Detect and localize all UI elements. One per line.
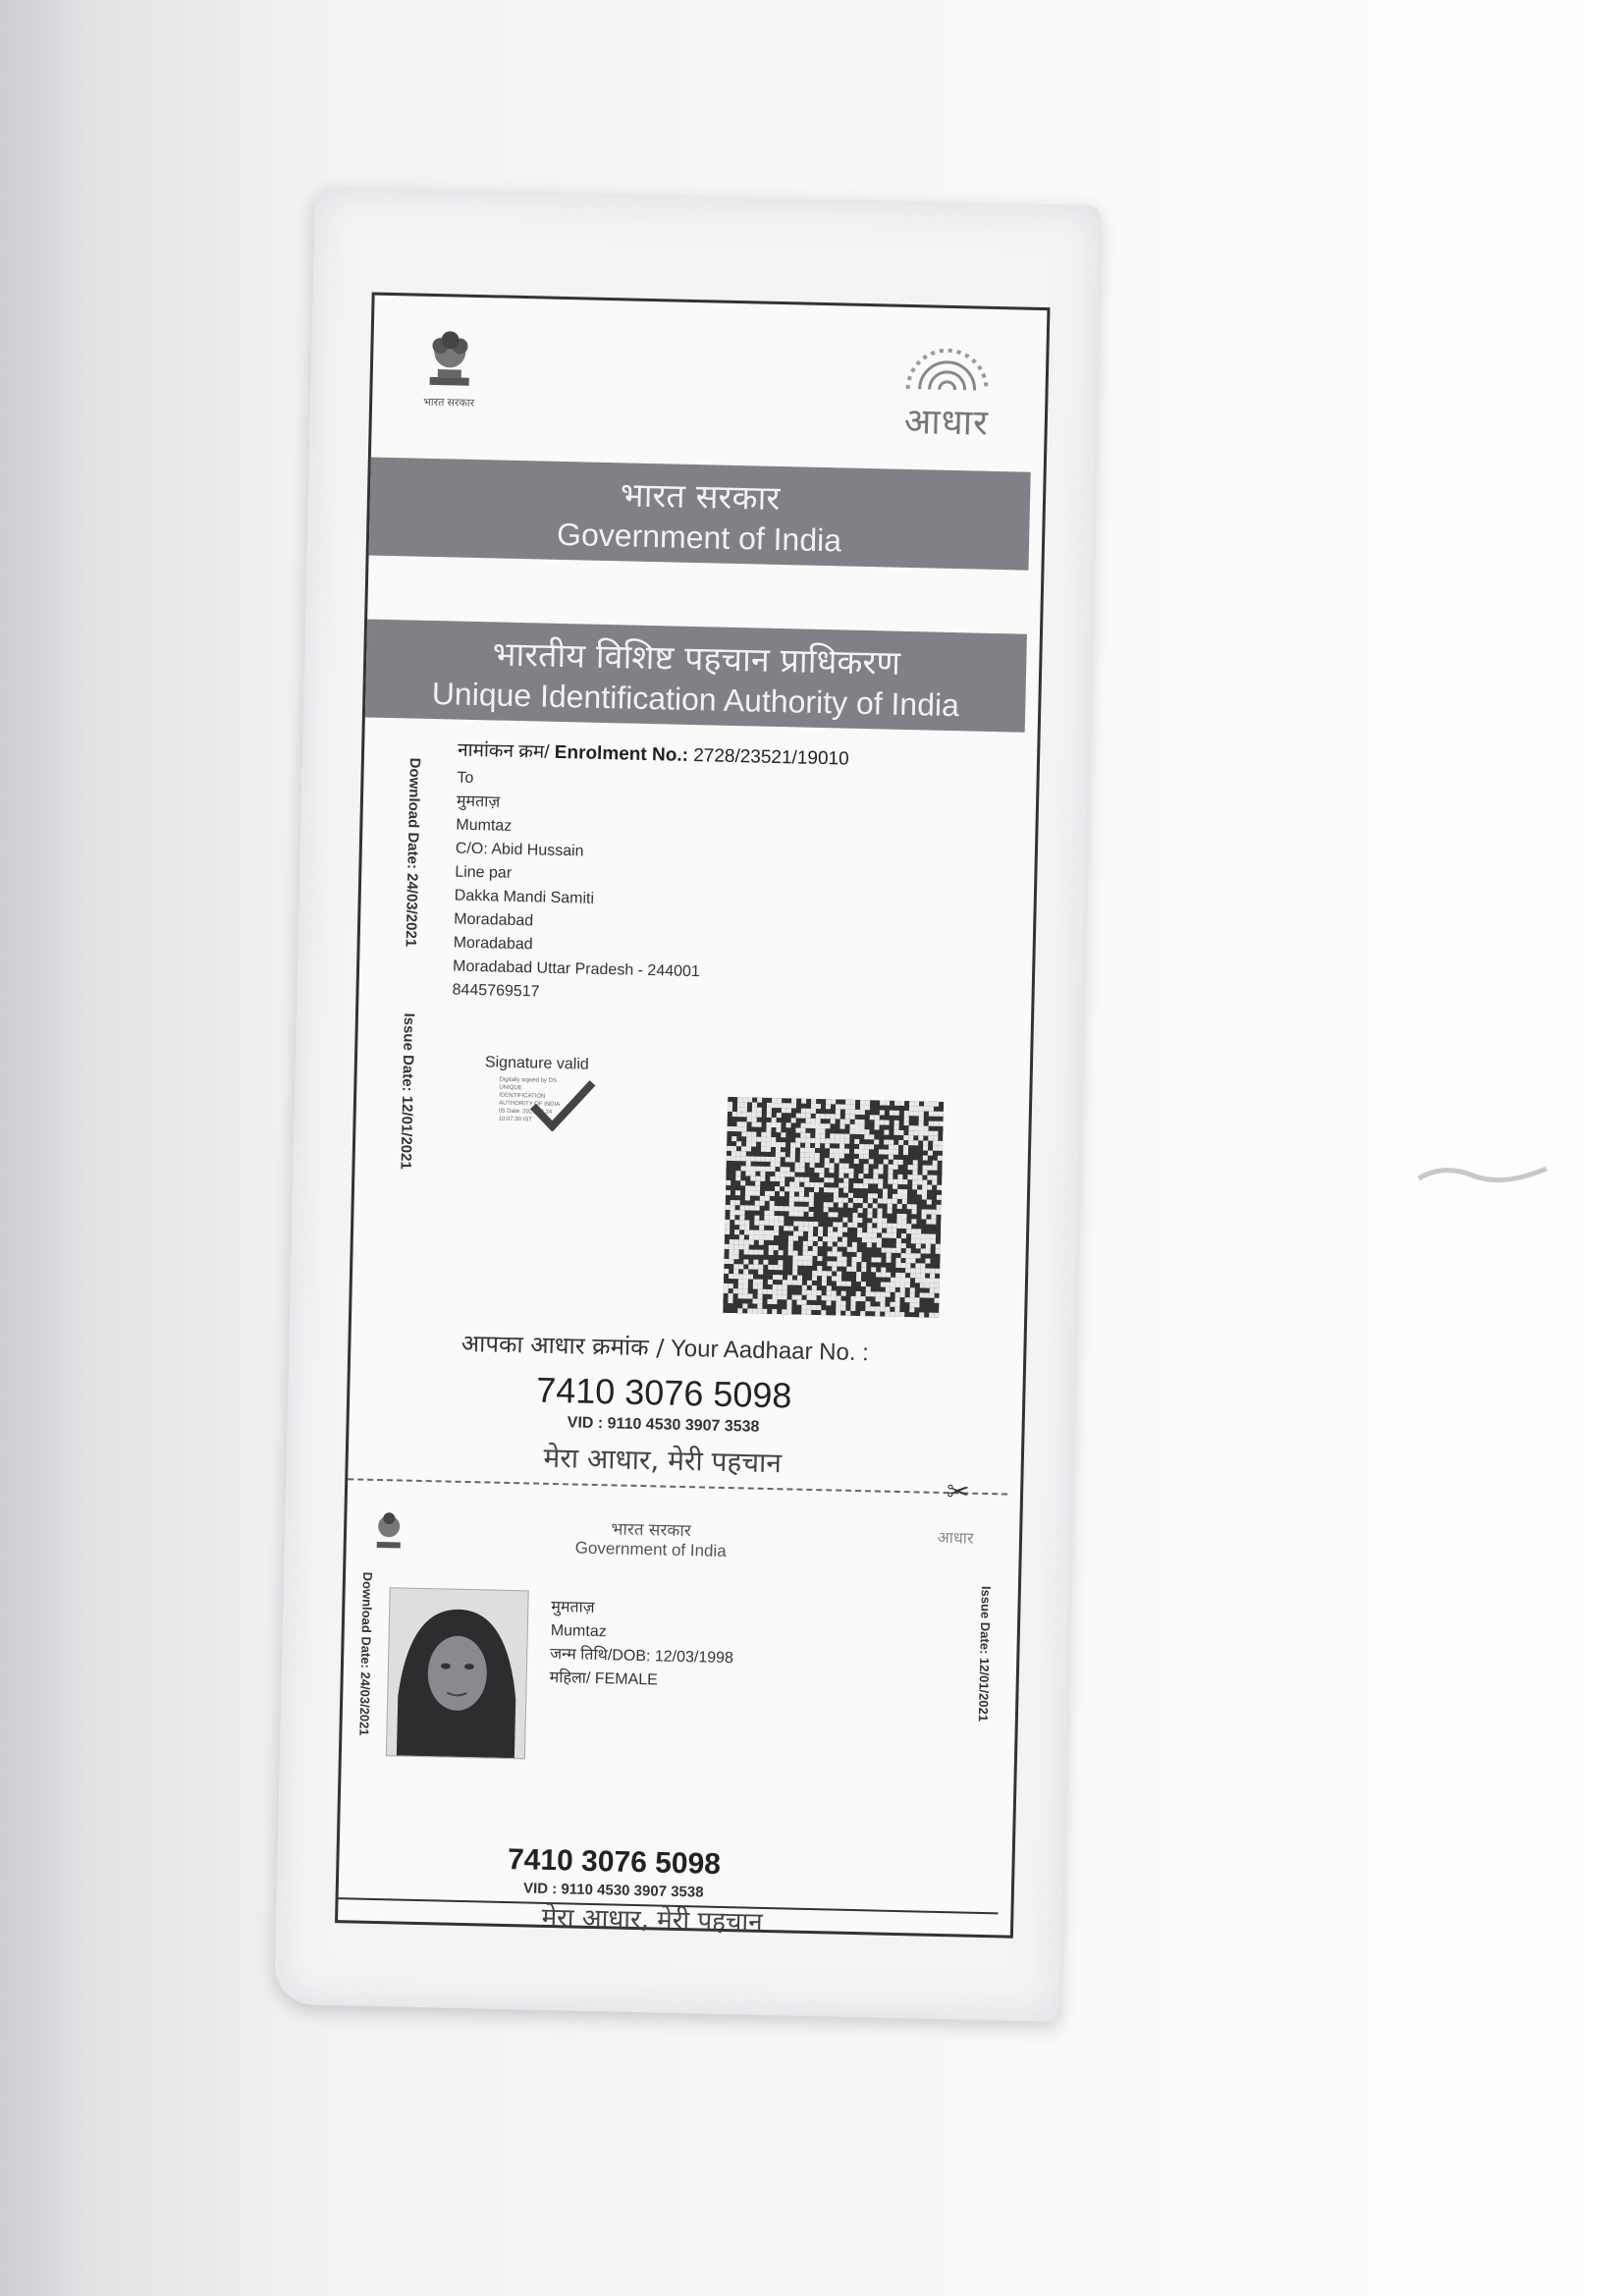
checkmark-icon <box>527 1076 597 1132</box>
address-line: Moradabad Uttar Pradesh - 244001 <box>452 957 700 981</box>
aadhaar-label-hindi: आपका आधार क्रमांक / <box>460 1329 665 1362</box>
government-band <box>369 458 1031 571</box>
government-english: Government of India <box>556 516 842 559</box>
holder-gender: महिला/ FEMALE <box>549 1668 659 1689</box>
aadhaar-letter-paper <box>274 188 1101 2022</box>
fingerprint-sun-icon <box>889 341 1007 393</box>
uidai-english: Unique Identification Authority of India <box>431 675 960 724</box>
card-aadhaar-number: 7410 3076 5098 <box>507 1843 722 1881</box>
card-vid-number: VID : 9110 4530 3907 3538 <box>522 1880 704 1901</box>
signature-details: Digitally signed by DS UNIQUE IDENTIFICATION AUTHORITY OF INDIA 05 Date: 2021.03.24 10:07:30 IST <box>498 1076 560 1123</box>
uidai-hindi: भारतीय विशिष्ट पहचान प्राधिकरण <box>492 634 901 683</box>
qr-code <box>723 1097 944 1318</box>
enrolment-label-hindi: नामांकन क्रम/ <box>457 739 550 763</box>
vid-number: VID : 9110 4530 3907 3538 <box>567 1414 760 1436</box>
holder-dob: जन्म तिथि/DOB: 12/03/1998 <box>550 1645 734 1667</box>
person-photo-icon <box>387 1588 528 1758</box>
address-line: Dakka Mandi Samiti <box>454 887 595 907</box>
issue-date: Issue Date: 12/01/2021 <box>397 1012 418 1170</box>
card-issue-date: Issue Date: 12/01/2021 <box>975 1585 994 1722</box>
enrolment-value: 2728/23521/19010 <box>692 745 849 770</box>
address-line: Line par <box>455 863 513 882</box>
card-tagline: मेरा आधार, मेरी पहचान <box>541 1902 763 1938</box>
enrolment-label: Enrolment No.: <box>554 741 689 766</box>
scissors-icon: ✂ <box>946 1476 970 1507</box>
address-line: To <box>457 769 474 787</box>
card-emblem-icon <box>371 1508 407 1553</box>
holder-photo <box>386 1587 529 1759</box>
scan-smudge <box>1414 1154 1551 1193</box>
lion-capital-icon <box>419 326 480 396</box>
emblem-caption: भारत सरकार <box>422 396 475 410</box>
address-line: Mumtaz <box>456 816 513 835</box>
card-holder-info <box>549 1596 734 1694</box>
aadhaar-logo <box>872 341 1021 446</box>
your-aadhaar-label <box>351 1324 980 1371</box>
national-emblem <box>409 325 490 410</box>
enrolment-number <box>458 737 849 771</box>
holder-name: Mumtaz <box>550 1621 607 1641</box>
address-line: C/O: Abid Hussain <box>455 840 584 860</box>
download-date: Download Date: 24/03/2021 <box>402 757 423 948</box>
scan-shadow <box>0 0 88 2296</box>
address-line: 8445769517 <box>452 981 540 1001</box>
card-government-title <box>455 1513 848 1564</box>
holder-name-hindi: मुमताज़ <box>551 1598 595 1616</box>
address-block <box>452 767 704 1009</box>
aadhaar-logo-text: आधार <box>903 401 990 444</box>
aadhaar-letter <box>335 292 1051 1938</box>
card-government-hindi: भारत सरकार <box>611 1519 692 1542</box>
address-line: मुमताज़ <box>456 793 501 811</box>
card-government-english: Government of India <box>574 1538 727 1561</box>
address-line: Moradabad <box>453 934 533 954</box>
card-download-date: Download Date: 24/03/2021 <box>356 1571 376 1736</box>
signature-label: Signature valid <box>484 1054 589 1073</box>
aadhaar-number: 7410 3076 5098 <box>535 1369 792 1416</box>
aadhaar-tagline: मेरा आधार, मेरी पहचान <box>543 1441 783 1480</box>
card-aadhaar-logo: आधार <box>937 1527 974 1548</box>
government-hindi: भारत सरकार <box>620 475 781 519</box>
uidai-band <box>365 619 1027 732</box>
aadhaar-label-english: Your Aadhaar No. : <box>670 1335 870 1367</box>
address-line: Moradabad <box>454 910 534 930</box>
signature-stamp <box>498 1076 618 1148</box>
